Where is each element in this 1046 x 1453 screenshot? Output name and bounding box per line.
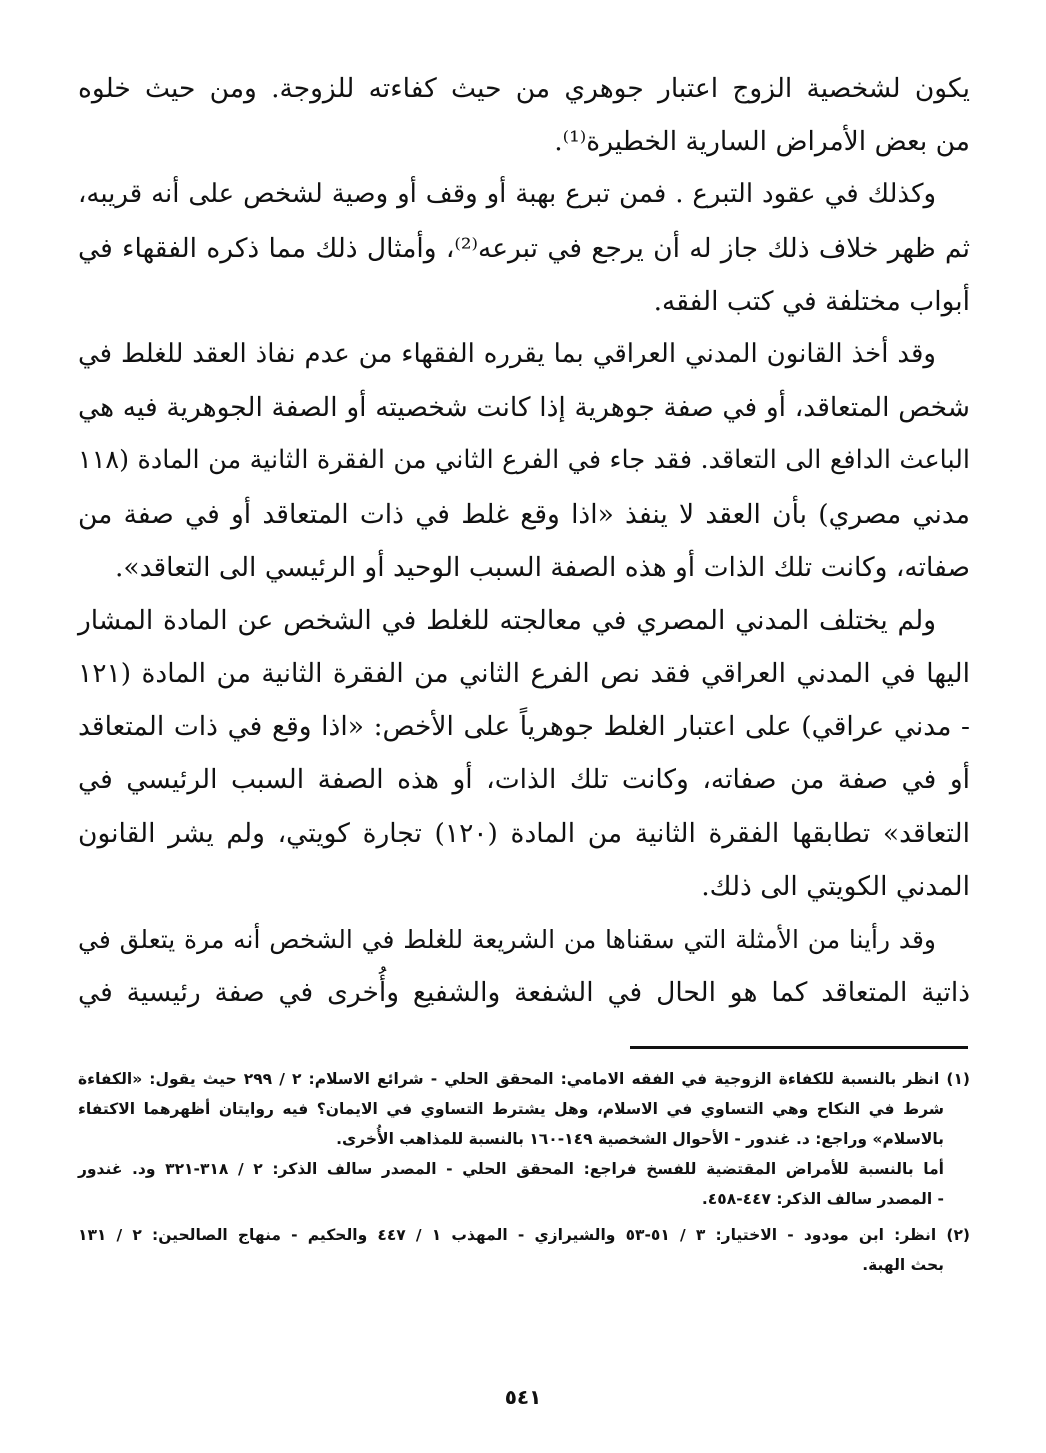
text-line: صفاته، وكانت تلك الذات أو هذه الصفة السبب الوحيد أو الرئيسي الى التعاقد». — [114, 551, 970, 583]
footnote-line: بالاسلام» وراجع: د. غندور - الأحوال الشخصية ١٤٩-١٦٠ بالنسبة للمذاهب الأُخرى. — [336, 1130, 944, 1148]
footnote-line: بحث الهبة. — [862, 1256, 944, 1274]
text-line: وكذلك في عقود التبرع . فمن تبرع بهبة أو وقف أو وصية لشخص على أنه قريبه، — [78, 179, 936, 210]
text-line: ذاتية المتعاقد كما هو الحال في الشفعة والشفيع وأُخرى في صفة رئيسية في — [78, 977, 970, 1009]
footnote-line: - المصدر سالف الذكر: ٤٤٧-٤٥٨. — [701, 1190, 944, 1208]
footnote-line: شرط في النكاح وهي التساوي في الاسلام، وهل يشترط التساوي في الايمان؟ فيه روايتان أظهرهما الاكتفاء — [78, 1100, 944, 1118]
paragraph-egyptian-law — [78, 594, 970, 913]
text-line: يكون لشخصية الزوج اعتبار جوهري من حيث كفاءته للزوجة. ومن حيث خلوه — [78, 73, 970, 104]
footnote-line: أما بالنسبة للأمراض المقتضية للفسخ فراجع: المحقق الحلي - المصدر سالف الذكر: ٢ / ٣١٨-٣٢١ ود. غندور — [78, 1160, 944, 1178]
text-line: شخص المتعاقد، أو في صفة جوهرية إذا كانت شخصيته أو الصفة الجوهرية فيه هي — [78, 392, 970, 424]
footnote-line: (٢) انظر: ابن مودود - الاختيار: ٣ / ٥١-٥٣ والشيرازي - المهذب ١ / ٤٤٧ والحكيم - منهاج الصالحين: ٢ / ١٣١ — [78, 1226, 970, 1244]
paragraph-iraqi-law — [78, 328, 970, 594]
text-line: أبواب مختلفة في كتب الفقه. — [653, 285, 970, 317]
paragraph-donations — [78, 168, 970, 328]
footnote-divider — [630, 1046, 968, 1049]
text-line: وقد أخذ القانون المدني العراقي بما يقرره الفقهاء من عدم نفاذ العقد للغلط في — [78, 338, 936, 369]
text-line: ثم ظهر خلاف ذلك جاز له أن يرجع في تبرعه⁽²⁾، وأمثال ذلك مما ذكره الفقهاء في — [78, 232, 970, 264]
text-line: اليها في المدني العراقي فقد نص الفرع الثاني من الفقرة الثانية من المادة (١٢١ — [78, 658, 970, 690]
footnote-line: (١) انظر بالنسبة للكفاءة الزوجية في الفقه الامامي: المحقق الحلي - شرائع الاسلام: ٢ / ٢٩٩ حيث يقول: «الكفاءة — [78, 1070, 970, 1088]
text-line: أو في صفة من صفاته، وكانت تلك الذات، أو هذه الصفة السبب الرئيسي في — [78, 764, 970, 796]
text-line: وقد رأينا من الأمثلة التي سقناها من الشريعة للغلط في الشخص أنه مرة يتعلق في — [78, 925, 936, 954]
main-text-block — [78, 62, 970, 1019]
text-line: الباعث الدافع الى التعاقد. فقد جاء في الفرع الثاني من الفقرة الثانية من المادة (١١٨ — [78, 445, 970, 476]
paragraph-sharia-examples — [78, 913, 970, 1019]
paragraph-continuation — [78, 62, 970, 168]
text-line: مدني مصري) بأن العقد لا ينفذ «اذا وقع غلط في ذات المتعاقد أو في صفة من — [78, 498, 970, 530]
text-line: - مدني عراقي) على اعتبار الغلط جوهرياً على الأخص: «اذا وقع في ذات المتعاقد — [78, 711, 970, 743]
text-line: ولم يختلف المدني المصري في معالجته للغلط في الشخص عن المادة المشار — [78, 604, 936, 636]
text-line: من بعض الأمراض السارية الخطيرة⁽¹⁾. — [554, 126, 970, 158]
page-number: ٥٤١ — [504, 1385, 542, 1409]
footnotes — [78, 1064, 970, 1280]
text-line: المدني الكويتي الى ذلك. — [701, 870, 970, 902]
text-line: التعاقد» تطابقها الفقرة الثانية من المادة (١٢٠) تجارة كويتي، ولم يشر القانون — [78, 817, 970, 849]
